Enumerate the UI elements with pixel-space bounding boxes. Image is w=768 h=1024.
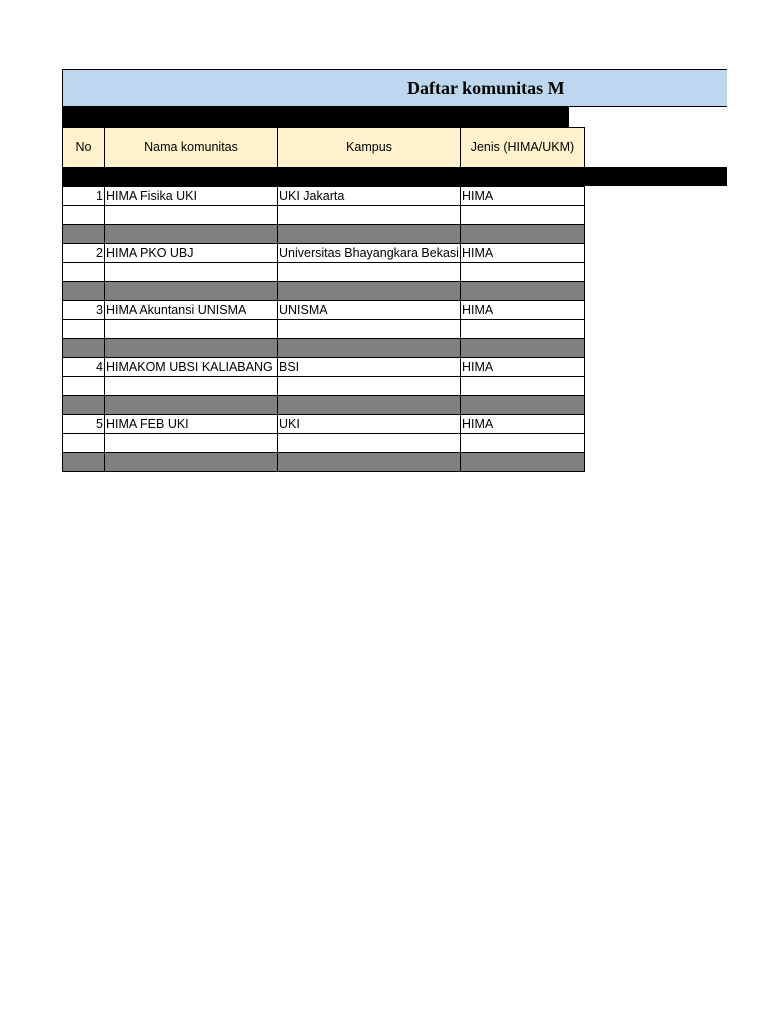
empty-cell[interactable] [63, 263, 105, 282]
empty-cell[interactable] [63, 434, 105, 453]
header-nama-komunitas[interactable]: Nama komunitas [105, 128, 278, 168]
empty-cell[interactable] [105, 377, 278, 396]
gray-separator-row [63, 225, 585, 244]
gray-cell[interactable] [63, 282, 105, 301]
cell-jenis[interactable]: HIMA [460, 244, 584, 263]
gray-cell[interactable] [278, 282, 461, 301]
header-jenis[interactable]: Jenis (HIMA/UKM) [460, 128, 584, 168]
gray-cell[interactable] [105, 396, 278, 415]
header-kampus[interactable]: Kampus [278, 128, 461, 168]
empty-cell[interactable] [105, 206, 278, 225]
black-separator-band-wide [62, 167, 727, 186]
cell-no[interactable]: 4 [63, 358, 105, 377]
gray-cell[interactable] [63, 396, 105, 415]
cell-nama[interactable]: HIMA Akuntansi UNISMA [105, 301, 278, 320]
empty-row [63, 320, 585, 339]
gray-cell[interactable] [278, 225, 461, 244]
gray-cell[interactable] [105, 453, 278, 472]
cell-kampus[interactable]: UKI [278, 415, 461, 434]
gray-cell[interactable] [278, 396, 461, 415]
gray-cell[interactable] [278, 453, 461, 472]
empty-row [63, 206, 585, 225]
gray-cell[interactable] [63, 225, 105, 244]
cell-kampus[interactable]: Universitas Bhayangkara Bekasi [278, 244, 461, 263]
gray-cell[interactable] [460, 396, 584, 415]
cell-nama[interactable]: HIMA PKO UBJ [105, 244, 278, 263]
cell-kampus[interactable]: UNISMA [278, 301, 461, 320]
cell-no[interactable]: 3 [63, 301, 105, 320]
table-row [63, 415, 585, 434]
gray-cell[interactable] [460, 453, 584, 472]
empty-cell[interactable] [105, 263, 278, 282]
empty-row [63, 377, 585, 396]
empty-row [63, 434, 585, 453]
sheet-title[interactable]: Daftar komunitas M [407, 78, 565, 98]
gray-cell[interactable] [460, 339, 584, 358]
cell-jenis[interactable]: HIMA [460, 415, 584, 434]
gray-separator-row [63, 396, 585, 415]
cell-nama[interactable]: HIMA Fisika UKI [105, 187, 278, 206]
gray-cell[interactable] [63, 339, 105, 358]
cell-jenis[interactable]: HIMA [460, 358, 584, 377]
empty-cell[interactable] [63, 377, 105, 396]
empty-cell[interactable] [278, 434, 461, 453]
empty-cell[interactable] [460, 434, 584, 453]
cell-no[interactable]: 5 [63, 415, 105, 434]
empty-cell[interactable] [278, 377, 461, 396]
gray-cell[interactable] [460, 282, 584, 301]
gray-cell[interactable] [63, 453, 105, 472]
empty-cell[interactable] [460, 263, 584, 282]
table-row [63, 244, 585, 263]
cell-jenis[interactable]: HIMA [460, 301, 584, 320]
table-row [63, 301, 585, 320]
cell-no[interactable]: 1 [63, 187, 105, 206]
empty-cell[interactable] [105, 434, 278, 453]
title-clip [63, 70, 570, 108]
gray-cell[interactable] [278, 339, 461, 358]
cell-kampus[interactable]: UKI Jakarta [278, 187, 461, 206]
title-band [62, 69, 727, 107]
header-row [63, 128, 585, 168]
empty-cell[interactable] [63, 206, 105, 225]
table-row [63, 358, 585, 377]
empty-cell[interactable] [278, 320, 461, 339]
empty-cell[interactable] [278, 206, 461, 225]
gray-separator-row [63, 453, 585, 472]
empty-row [63, 263, 585, 282]
table-row [63, 187, 585, 206]
empty-cell[interactable] [460, 206, 584, 225]
cell-nama[interactable]: HIMA FEB UKI [105, 415, 278, 434]
empty-cell[interactable] [278, 263, 461, 282]
gray-separator-row [63, 339, 585, 358]
empty-cell[interactable] [460, 377, 584, 396]
empty-cell[interactable] [63, 320, 105, 339]
black-separator-band [62, 107, 569, 127]
cell-no[interactable]: 2 [63, 244, 105, 263]
gray-separator-row [63, 282, 585, 301]
gray-cell[interactable] [105, 225, 278, 244]
empty-cell[interactable] [105, 320, 278, 339]
cell-jenis[interactable]: HIMA [460, 187, 584, 206]
gray-cell[interactable] [460, 225, 584, 244]
header-no[interactable]: No [63, 128, 105, 168]
cell-nama[interactable]: HIMAKOM UBSI KALIABANG [105, 358, 278, 377]
cell-kampus[interactable]: BSI [278, 358, 461, 377]
gray-cell[interactable] [105, 282, 278, 301]
gray-cell[interactable] [105, 339, 278, 358]
empty-cell[interactable] [460, 320, 584, 339]
